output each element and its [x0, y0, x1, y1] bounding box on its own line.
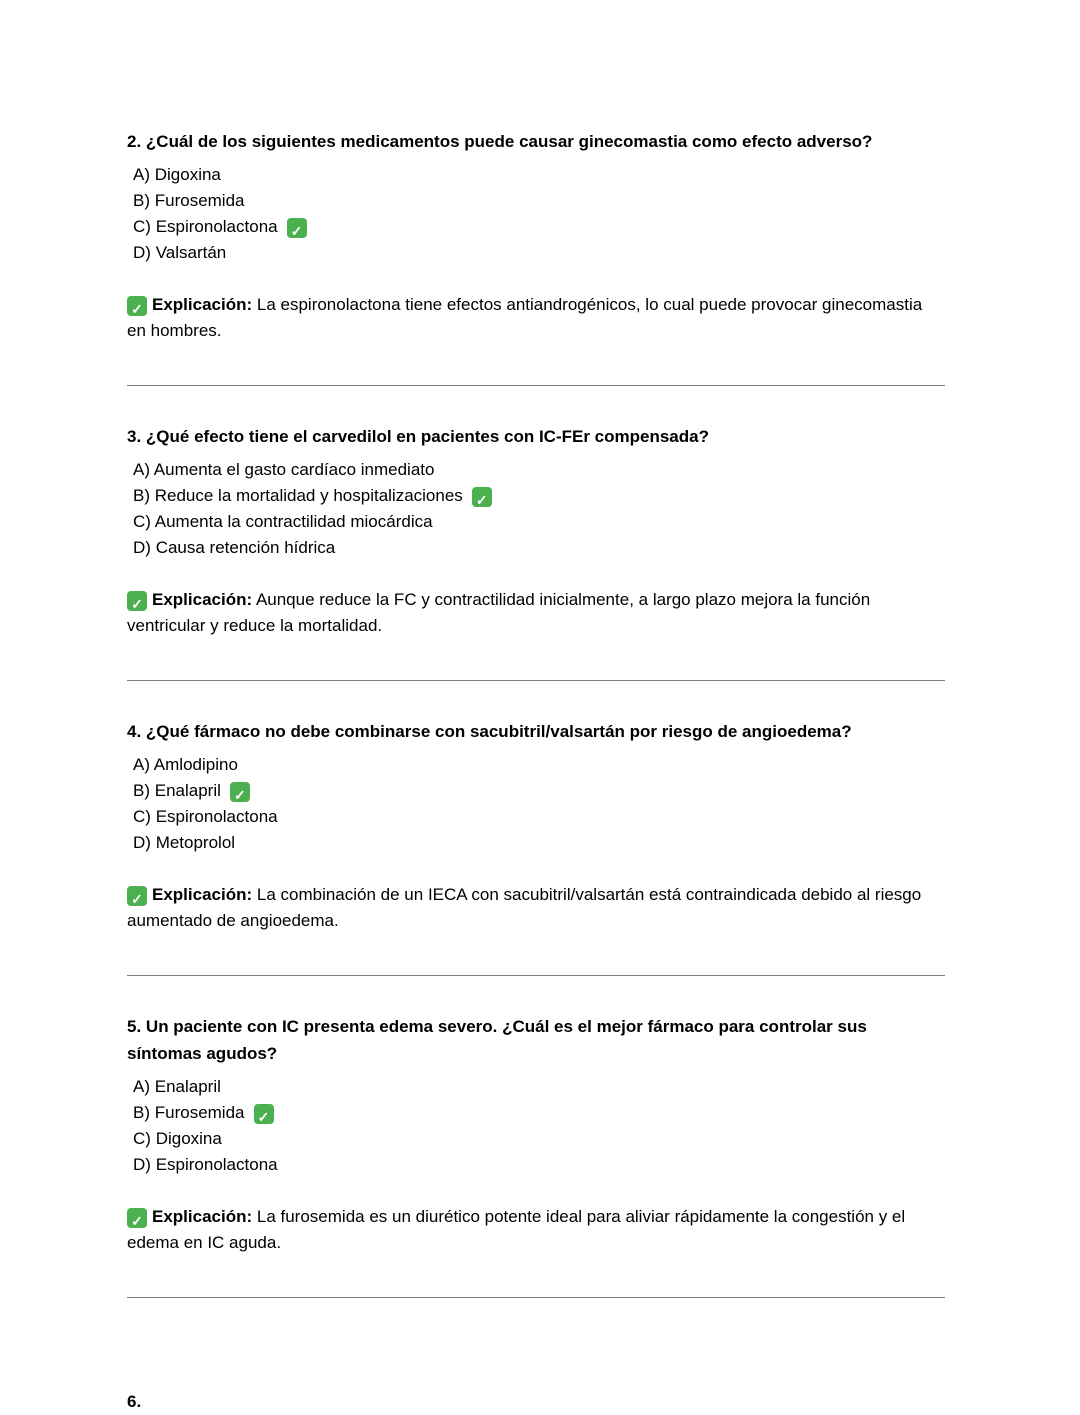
question-text: ¿Qué efecto tiene el carvedilol en pacientes con IC-FEr compensada?	[145, 427, 709, 446]
option-text: Furosemida	[154, 1103, 245, 1122]
options-list	[127, 1074, 945, 1178]
check-glyph: ✓	[290, 223, 303, 239]
option-text: Espironolactona	[155, 807, 278, 826]
option-text: Digoxina	[154, 165, 221, 184]
question-number: 4.	[127, 722, 142, 741]
section-divider	[127, 385, 945, 386]
option-label: A)	[133, 165, 150, 184]
partial-question-text: 6.	[127, 1392, 142, 1411]
section-divider	[127, 1297, 945, 1298]
explanation-label: Explicación:	[152, 590, 253, 609]
answer-option	[133, 752, 945, 778]
answer-option	[133, 162, 945, 188]
option-label: A)	[133, 1077, 150, 1096]
correct-check-icon	[472, 487, 492, 507]
option-label: B)	[133, 1103, 150, 1122]
question-text: ¿Qué fármaco no debe combinarse con sacubitril/valsartán por riesgo de angioedema?	[145, 722, 852, 741]
option-text: Enalapril	[154, 781, 221, 800]
option-text: Causa retención hídrica	[155, 538, 336, 557]
option-label: D)	[133, 833, 151, 852]
question-block	[127, 128, 945, 386]
option-text: Reduce la mortalidad y hospitalizaciones	[154, 486, 463, 505]
explanation-text: La combinación de un IECA con sacubitril/valsartán está contraindicada debido al riesgo aumentado de angioedema.	[127, 885, 922, 930]
option-text: Amlodipino	[153, 755, 238, 774]
answer-option	[133, 804, 945, 830]
option-text: Espironolactona	[155, 1155, 278, 1174]
question-title	[127, 1013, 945, 1067]
option-text: Enalapril	[154, 1077, 221, 1096]
answer-option	[133, 1152, 945, 1178]
question-block	[127, 718, 945, 976]
question-text: Un paciente con IC presenta edema severo. ¿Cuál es el mejor fármaco para controlar sus síntomas agudos?	[127, 1017, 867, 1063]
option-label: A)	[133, 755, 150, 774]
option-label: D)	[133, 538, 151, 557]
check-glyph: ✓	[131, 596, 143, 612]
question-block	[127, 1013, 945, 1298]
question-text: ¿Cuál de los siguientes medicamentos puede causar ginecomastia como efecto adverso?	[145, 132, 873, 151]
option-label: D)	[133, 243, 151, 262]
option-label: B)	[133, 781, 150, 800]
option-text: Valsartán	[155, 243, 227, 262]
explanation-text: La furosemida es un diurético potente ideal para aliviar rápidamente la congestión y el edema en IC aguda.	[127, 1207, 906, 1252]
answer-option	[133, 457, 945, 483]
question-title	[127, 423, 945, 450]
answer-option	[133, 214, 945, 240]
correct-check-icon	[230, 782, 250, 802]
answer-option	[133, 535, 945, 561]
explanation-text: La espironolactona tiene efectos antiandrogénicos, lo cual puede provocar ginecomastia en hombres.	[127, 295, 923, 340]
option-text: Aumenta la contractilidad miocárdica	[154, 512, 433, 531]
explanation-text: Aunque reduce la FC y contractilidad inicialmente, a largo plazo mejora la función ventricular y reduce la mortalidad.	[127, 590, 871, 635]
check-glyph: ✓	[131, 1213, 143, 1229]
explanation	[127, 292, 945, 344]
option-label: C)	[133, 512, 151, 531]
question-block	[127, 423, 945, 681]
option-label: A)	[133, 460, 150, 479]
answer-option	[133, 483, 945, 509]
answer-option	[133, 830, 945, 856]
options-list	[127, 752, 945, 856]
option-text: Digoxina	[155, 1129, 222, 1148]
explanation-check-icon	[127, 591, 147, 611]
explanation-check-icon	[127, 296, 147, 316]
answer-option	[133, 240, 945, 266]
option-label: D)	[133, 1155, 151, 1174]
answer-option	[133, 1126, 945, 1152]
option-label: B)	[133, 191, 150, 210]
correct-check-icon	[254, 1104, 274, 1124]
question-number: 3.	[127, 427, 142, 446]
options-list	[127, 457, 945, 561]
explanation	[127, 882, 945, 934]
option-text: Metoprolol	[155, 833, 236, 852]
answer-option	[133, 509, 945, 535]
explanation	[127, 587, 945, 639]
explanation-label: Explicación:	[152, 885, 253, 904]
check-glyph: ✓	[234, 787, 246, 803]
explanation-label: Explicación:	[152, 1207, 253, 1226]
options-list	[127, 162, 945, 266]
option-text: Espironolactona	[155, 217, 278, 236]
check-glyph: ✓	[257, 1109, 270, 1125]
section-divider	[127, 680, 945, 681]
question-title	[127, 128, 945, 155]
answer-option	[133, 778, 945, 804]
explanation-label: Explicación:	[152, 295, 253, 314]
question-number: 2.	[127, 132, 142, 151]
option-label: B)	[133, 486, 150, 505]
answer-option	[133, 1074, 945, 1100]
explanation-check-icon	[127, 886, 147, 906]
option-label: C)	[133, 217, 151, 236]
check-glyph: ✓	[131, 891, 143, 907]
option-text: Aumenta el gasto cardíaco inmediato	[153, 460, 435, 479]
answer-option	[133, 188, 945, 214]
section-divider	[127, 975, 945, 976]
question-title	[127, 718, 945, 745]
option-text: Furosemida	[154, 191, 245, 210]
next-question-partial	[127, 1388, 945, 1411]
check-glyph: ✓	[131, 301, 143, 317]
answer-option	[133, 1100, 945, 1126]
option-label: C)	[133, 1129, 151, 1148]
explanation	[127, 1204, 945, 1256]
explanation-check-icon	[127, 1208, 147, 1228]
option-label: C)	[133, 807, 151, 826]
correct-check-icon	[287, 218, 307, 238]
questions-container	[127, 128, 945, 1335]
question-number: 5.	[127, 1017, 142, 1036]
check-glyph: ✓	[475, 492, 488, 508]
